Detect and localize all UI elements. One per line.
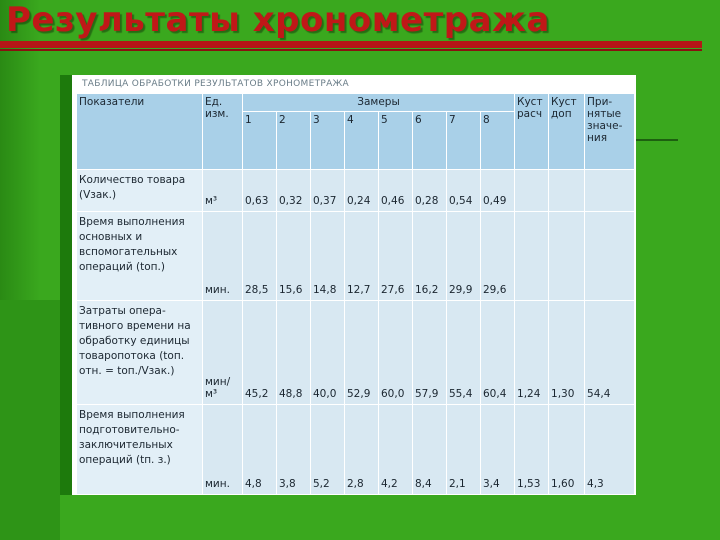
header-indicator: Показатели [77,94,203,170]
cell-value: 52,9 [345,301,379,405]
cell-value: 3,4 [481,405,515,495]
cell-k-calc [515,170,549,212]
table-caption: ТАБЛИЦА ОБРАБОТКИ РЕЗУЛЬТАТОВ ХРОНОМЕТРАЖА [82,79,350,89]
table-row [77,170,635,212]
header-measure-6: 6 [413,112,447,170]
cell-value: 0,37 [311,170,345,212]
cell-accepted [585,170,635,212]
cell-k-allowed: 1,60 [549,405,585,495]
cell-accepted: 4,3 [585,405,635,495]
cell-value: 14,8 [311,212,345,301]
cell-value: 0,54 [447,170,481,212]
cell-value: 3,8 [277,405,311,495]
row-unit: мин. [203,212,243,301]
timing-results-table [76,93,635,495]
header-measure-1: 1 [243,112,277,170]
decorative-line [636,139,678,141]
row-unit: мин/м³ [203,301,243,405]
cell-value: 0,28 [413,170,447,212]
table-row [77,301,635,405]
cell-accepted: 54,4 [585,301,635,405]
cell-value: 55,4 [447,301,481,405]
cell-value: 4,2 [379,405,413,495]
cell-value: 60,4 [481,301,515,405]
table-shadow-strip [60,75,72,495]
cell-value: 15,6 [277,212,311,301]
header-k-allowed: Куст доп [549,94,585,170]
cell-value: 0,46 [379,170,413,212]
row-label: Количество товара (Vзак.) [77,170,203,212]
cell-value: 29,9 [447,212,481,301]
cell-value: 0,49 [481,170,515,212]
cell-k-allowed: 1,30 [549,301,585,405]
table-row [77,212,635,301]
cell-k-calc [515,212,549,301]
cell-value: 0,24 [345,170,379,212]
cell-value: 45,2 [243,301,277,405]
header-measure-7: 7 [447,112,481,170]
header-measure-8: 8 [481,112,515,170]
cell-value: 57,9 [413,301,447,405]
cell-value: 0,63 [243,170,277,212]
cell-k-allowed [549,170,585,212]
header-measure-5: 5 [379,112,413,170]
cell-k-calc: 1,24 [515,301,549,405]
cell-value: 8,4 [413,405,447,495]
title-underline-shadow [0,49,702,51]
header-accepted: Принятые значения [585,94,635,170]
row-unit: мин. [203,405,243,495]
header-measure-4: 4 [345,112,379,170]
cell-value: 12,7 [345,212,379,301]
header-k-calc: Куст расч [515,94,549,170]
header-measure-3: 3 [311,112,345,170]
slide-title: Результаты хронометража [6,0,550,40]
row-unit: м³ [203,170,243,212]
row-label: Затраты оперативного времени на обработку единицы товаропотока (tоп. отн. = tоп./Vзак.) [77,301,203,405]
cell-value: 2,8 [345,405,379,495]
row-label: Время выполнения основных и вспомогательных операций (tоп.) [77,212,203,301]
cell-value: 5,2 [311,405,345,495]
cell-value: 60,0 [379,301,413,405]
cell-value: 48,8 [277,301,311,405]
cell-value: 4,8 [243,405,277,495]
cell-value: 16,2 [413,212,447,301]
table-row [77,405,635,495]
header-unit: Ед. изм. [203,94,243,170]
header-measurements: Замеры [243,94,515,112]
cell-value: 40,0 [311,301,345,405]
background-band [0,300,60,540]
table-card [72,75,636,495]
cell-k-calc: 1,53 [515,405,549,495]
cell-k-allowed [549,212,585,301]
cell-value: 27,6 [379,212,413,301]
cell-value: 28,5 [243,212,277,301]
cell-value: 2,1 [447,405,481,495]
row-label: Время выполнения подготовительно-заключительных операций (tп. з.) [77,405,203,495]
cell-value: 0,32 [277,170,311,212]
cell-value: 29,6 [481,212,515,301]
cell-accepted [585,212,635,301]
title-underline [0,41,702,48]
header-measure-2: 2 [277,112,311,170]
